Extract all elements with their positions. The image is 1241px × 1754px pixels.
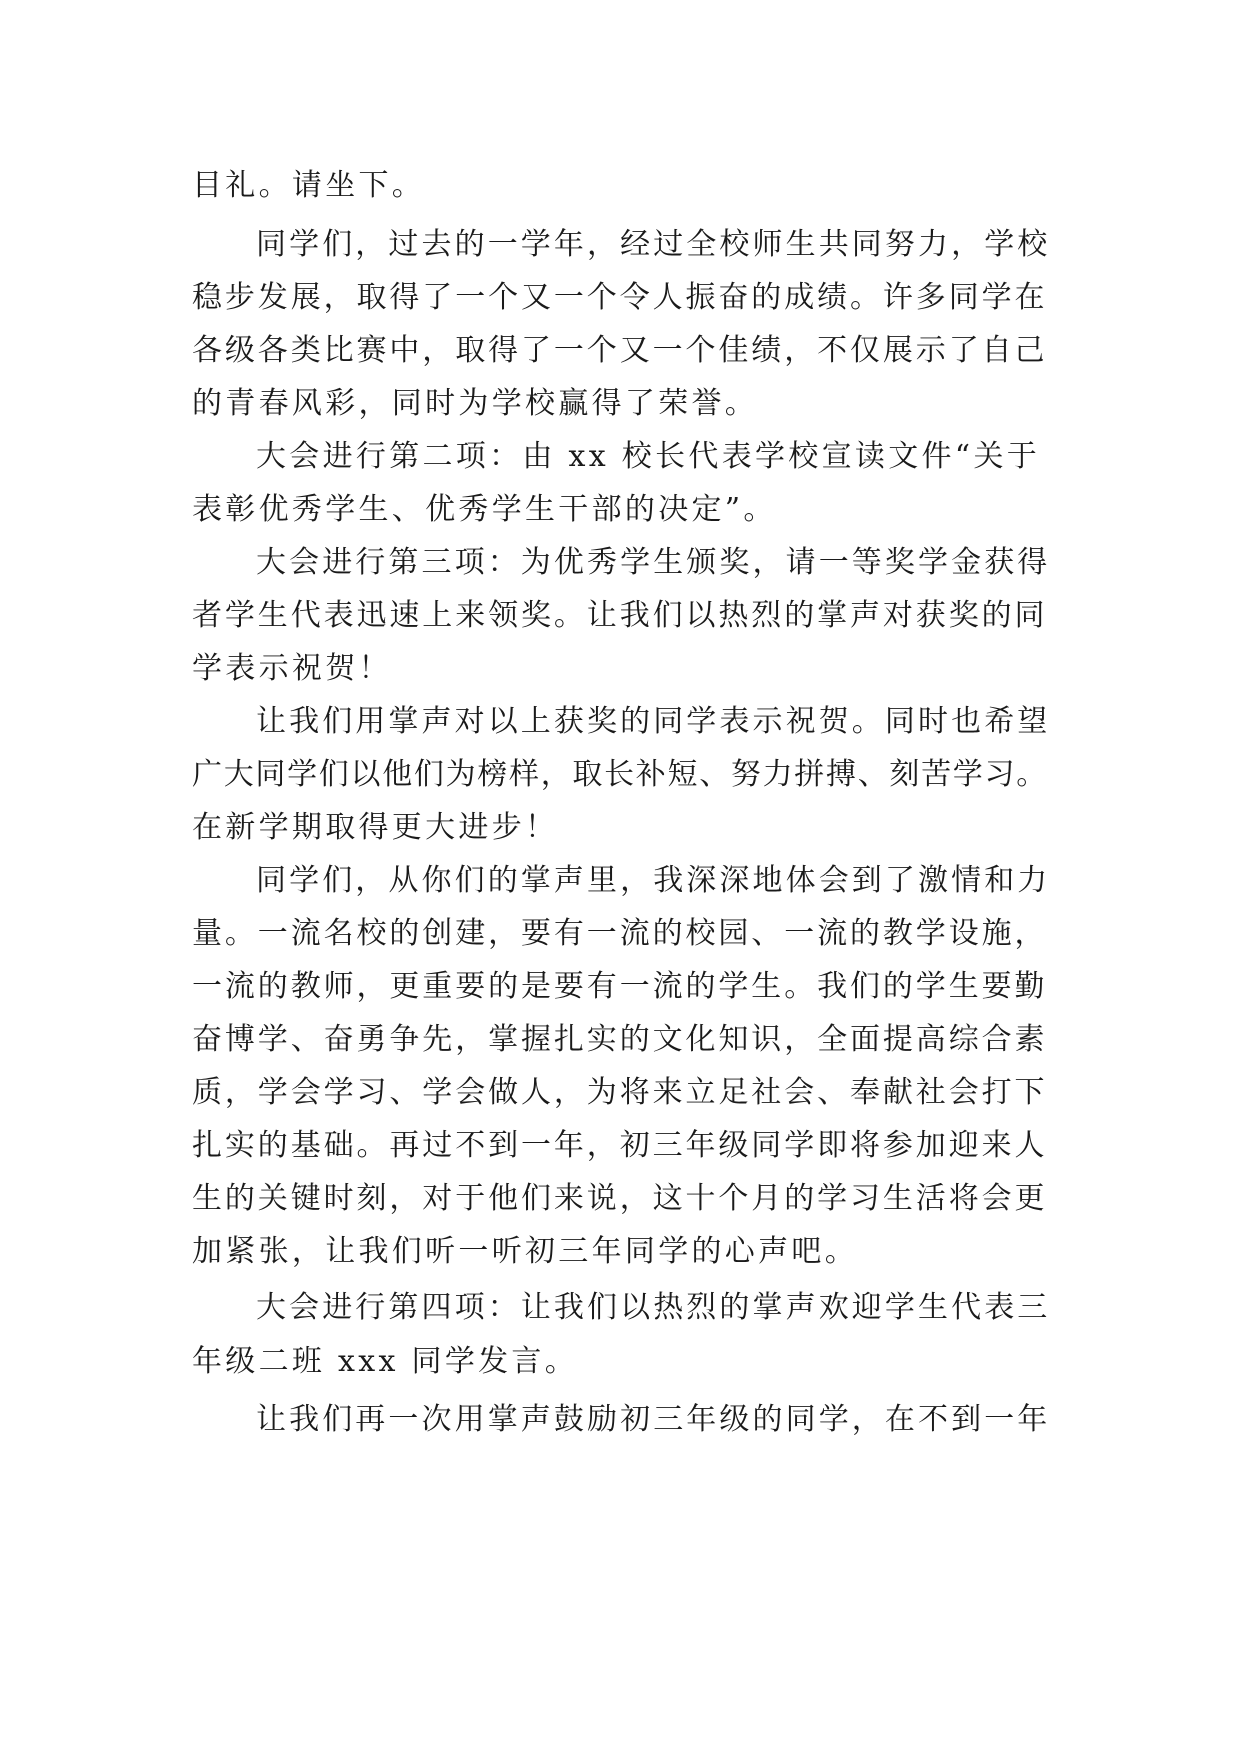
text-line: 扎实的基础。再过不到一年，初三年级同学即将参加迎来人: [192, 1128, 1048, 1163]
paragraph-first-line: 大会进行第四项：让我们以热烈的掌声欢迎学生代表三: [256, 1290, 1051, 1325]
text-line: 年级二班 xxx 同学发言。: [192, 1344, 579, 1379]
text-line: 学表示祝贺！: [192, 651, 392, 686]
text-line: 表彰优秀学生、优秀学生干部的决定”。: [192, 492, 777, 527]
text-line: 者学生代表迅速上来领奖。让我们以热烈的掌声对获奖的同: [192, 598, 1048, 633]
text-line: 的青春风彩，同时为学校赢得了荣誉。: [192, 386, 759, 421]
text-line: 各级各类比赛中，取得了一个又一个佳绩，不仅展示了自己: [192, 333, 1048, 368]
text-line: 目礼。请坐下。: [192, 168, 426, 203]
text-line: 质，学会学习、学会做人，为将来立足社会、奉献社会打下: [192, 1075, 1048, 1110]
paragraph-first-line: 大会进行第二项：由 xx 校长代表学校宣读文件“关于: [256, 439, 1041, 474]
paragraph-first-line: 让我们用掌声对以上获奖的同学表示祝贺。同时也希望: [256, 704, 1051, 739]
text-line: 量。一流名校的创建，要有一流的校园、一流的教学设施，: [192, 916, 1048, 951]
paragraph-first-line: 同学们，从你们的掌声里，我深深地体会到了激情和力: [256, 863, 1051, 898]
paragraph-first-line: 让我们再一次用掌声鼓励初三年级的同学，在不到一年: [256, 1402, 1051, 1437]
text-line: 一流的教师，更重要的是要有一流的学生。我们的学生要勤: [192, 969, 1048, 1004]
text-line: 在新学期取得更大进步！: [192, 810, 559, 845]
text-line: 生的关键时刻，对于他们来说，这十个月的学习生活将会更: [192, 1181, 1048, 1216]
paragraph-first-line: 大会进行第三项：为优秀学生颁奖，请一等奖学金获得: [256, 545, 1051, 580]
paragraph-first-line: 同学们，过去的一学年，经过全校师生共同努力，学校: [256, 227, 1051, 262]
text-line: 广大同学们以他们为榜样，取长补短、努力拼搏、刻苦学习。: [192, 757, 1048, 792]
text-line: 加紧张，让我们听一听初三年同学的心声吧。: [192, 1234, 858, 1269]
text-line: 奋博学、奋勇争先，掌握扎实的文化知识，全面提高综合素: [192, 1022, 1048, 1057]
text-line: 稳步发展，取得了一个又一个令人振奋的成绩。许多同学在: [192, 280, 1048, 315]
